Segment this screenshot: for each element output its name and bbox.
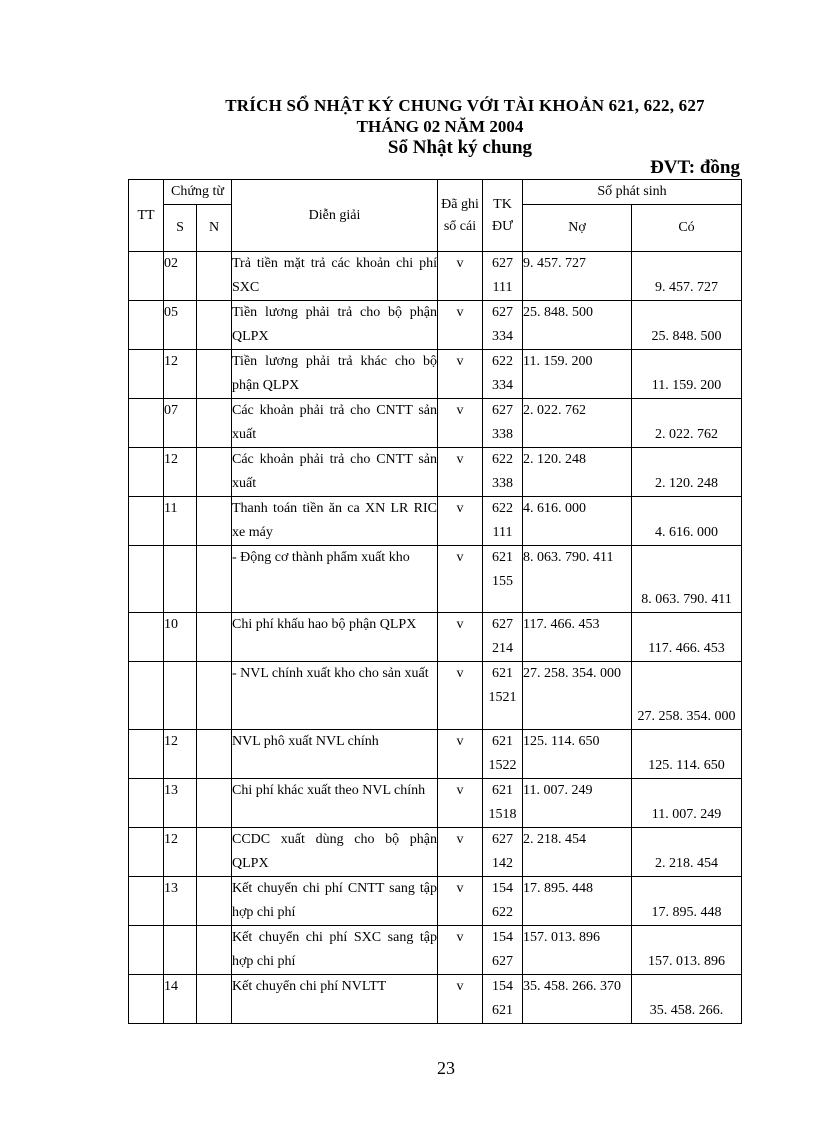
row-no-amount: 27. 258. 354. 000: [523, 662, 632, 730]
row-da-ghi: v: [438, 448, 483, 497]
row-co-amount: 117. 466. 453: [632, 613, 742, 662]
tk-debit-account: 154: [492, 881, 513, 896]
row-chung-tu-s: 14: [164, 975, 197, 1024]
row-tt: [129, 926, 164, 975]
row-da-ghi: v: [438, 350, 483, 399]
row-co-amount: 11. 159. 200: [632, 350, 742, 399]
row-da-ghi: v: [438, 877, 483, 926]
row-tk-du: [483, 399, 523, 448]
row-da-ghi: v: [438, 613, 483, 662]
tk-credit-account: 621: [492, 1003, 513, 1018]
header-no: Nợ: [523, 205, 632, 252]
row-chung-tu-n: [197, 730, 232, 779]
row-co-amount: 9. 457. 727: [632, 252, 742, 301]
row-da-ghi: v: [438, 497, 483, 546]
row-co-amount: 8. 063. 790. 411: [632, 546, 742, 613]
row-chung-tu-s: 05: [164, 301, 197, 350]
row-tt: [129, 301, 164, 350]
row-tt: [129, 613, 164, 662]
row-co-amount: 2. 218. 454: [632, 828, 742, 877]
row-dien-giai: NVL phô xuất NVL chính: [232, 730, 438, 779]
row-tk-du: [483, 730, 523, 779]
header-chung-tu: Chứng từ: [164, 180, 232, 205]
row-tk-du: [483, 877, 523, 926]
table-row: [129, 779, 742, 828]
row-chung-tu-n: [197, 828, 232, 877]
table-row: [129, 301, 742, 350]
row-dien-giai: Tiền lương phải trả cho bộ phận QLPX: [232, 301, 438, 350]
row-tt: [129, 877, 164, 926]
tk-credit-account: 334: [492, 378, 513, 393]
header-s: S: [164, 205, 197, 252]
row-chung-tu-n: [197, 877, 232, 926]
row-da-ghi: v: [438, 828, 483, 877]
tk-credit-account: 627: [492, 954, 513, 969]
row-co-amount: 25. 848. 500: [632, 301, 742, 350]
row-dien-giai: Thanh toán tiền ăn ca XN LR RIC xe máy: [232, 497, 438, 546]
row-chung-tu-n: [197, 301, 232, 350]
row-no-amount: 2. 120. 248: [523, 448, 632, 497]
table-row: [129, 497, 742, 546]
row-chung-tu-s: [164, 546, 197, 613]
tk-credit-account: 622: [492, 905, 513, 920]
row-dien-giai: Chi phí khấu hao bộ phận QLPX: [232, 613, 438, 662]
row-no-amount: 8. 063. 790. 411: [523, 546, 632, 613]
tk-debit-account: 621: [492, 783, 513, 798]
row-tt: [129, 975, 164, 1024]
row-tt: [129, 662, 164, 730]
row-no-amount: 2. 022. 762: [523, 399, 632, 448]
row-tk-du: [483, 613, 523, 662]
tk-debit-account: 621: [492, 550, 513, 565]
row-da-ghi: v: [438, 779, 483, 828]
table-row: [129, 877, 742, 926]
ledger-name: Sổ Nhật ký chung: [387, 137, 533, 158]
row-chung-tu-s: 10: [164, 613, 197, 662]
row-chung-tu-s: 13: [164, 779, 197, 828]
row-co-amount: 11. 007. 249: [632, 779, 742, 828]
row-no-amount: 157. 013. 896: [523, 926, 632, 975]
header-tk-du: TK ĐƯ: [483, 180, 523, 252]
row-no-amount: 25. 848. 500: [523, 301, 632, 350]
header-da-ghi: Đã ghi sổ cái: [438, 180, 483, 252]
row-tt: [129, 448, 164, 497]
tk-credit-account: 111: [492, 280, 513, 295]
tk-debit-account: 627: [492, 403, 513, 418]
row-dien-giai: Kết chuyển chi phí CNTT sang tập hợp chi phí: [232, 877, 438, 926]
row-no-amount: 125. 114. 650: [523, 730, 632, 779]
table-row: [129, 350, 742, 399]
row-dien-giai: Trả tiền mặt trả các khoản chi phí SXC: [232, 252, 438, 301]
row-co-amount: 27. 258. 354. 000: [632, 662, 742, 730]
table-row: [129, 399, 742, 448]
header-so-phat-sinh: Số phát sinh: [523, 180, 742, 205]
row-chung-tu-n: [197, 399, 232, 448]
tk-debit-account: 627: [492, 617, 513, 632]
row-tt: [129, 828, 164, 877]
tk-credit-account: 1518: [488, 807, 517, 822]
row-no-amount: 11. 159. 200: [523, 350, 632, 399]
row-tk-du: [483, 252, 523, 301]
row-tk-du: [483, 779, 523, 828]
row-tk-du: [483, 828, 523, 877]
row-chung-tu-s: 12: [164, 350, 197, 399]
row-chung-tu-n: [197, 546, 232, 613]
row-chung-tu-s: [164, 926, 197, 975]
row-co-amount: 157. 013. 896: [632, 926, 742, 975]
tk-debit-account: 627: [492, 256, 513, 271]
row-da-ghi: v: [438, 730, 483, 779]
tk-credit-account: 111: [492, 525, 513, 540]
tk-credit-account: 155: [492, 574, 513, 589]
table-row: [129, 613, 742, 662]
row-no-amount: 2. 218. 454: [523, 828, 632, 877]
row-tk-du: [483, 448, 523, 497]
row-tt: [129, 252, 164, 301]
tk-debit-account: 622: [492, 354, 513, 369]
row-da-ghi: v: [438, 975, 483, 1024]
row-chung-tu-s: 02: [164, 252, 197, 301]
row-chung-tu-s: 12: [164, 448, 197, 497]
row-chung-tu-n: [197, 779, 232, 828]
row-tk-du: [483, 301, 523, 350]
page-number: 23: [437, 1058, 455, 1078]
table-row: [129, 975, 742, 1024]
tk-debit-account: 621: [492, 734, 513, 749]
row-co-amount: 2. 120. 248: [632, 448, 742, 497]
tk-debit-account: 627: [492, 305, 513, 320]
tk-credit-account: 1521: [488, 690, 517, 705]
document-title: TRÍCH SỔ NHẬT KÝ CHUNG VỚI TÀI KHOẢN 621, 622, 627: [225, 96, 705, 115]
table-row: [129, 448, 742, 497]
row-chung-tu-n: [197, 975, 232, 1024]
table-row: [129, 252, 742, 301]
row-da-ghi: v: [438, 926, 483, 975]
row-chung-tu-n: [197, 497, 232, 546]
row-co-amount: 125. 114. 650: [632, 730, 742, 779]
tk-debit-account: 154: [492, 979, 513, 994]
currency-unit: ĐVT: đồng: [650, 157, 740, 178]
row-tt: [129, 497, 164, 546]
table-row: [129, 926, 742, 975]
row-co-amount: 17. 895. 448: [632, 877, 742, 926]
tk-debit-account: 622: [492, 452, 513, 467]
row-chung-tu-s: 12: [164, 730, 197, 779]
tk-credit-account: 142: [492, 856, 513, 871]
row-da-ghi: v: [438, 546, 483, 613]
row-chung-tu-s: 11: [164, 497, 197, 546]
tk-credit-account: 338: [492, 427, 513, 442]
row-chung-tu-s: 13: [164, 877, 197, 926]
row-tk-du: [483, 975, 523, 1024]
row-da-ghi: v: [438, 399, 483, 448]
row-dien-giai: Các khoản phải trả cho CNTT sản xuất: [232, 448, 438, 497]
row-chung-tu-s: 07: [164, 399, 197, 448]
tk-debit-account: 621: [492, 666, 513, 681]
row-no-amount: 4. 616. 000: [523, 497, 632, 546]
row-no-amount: 9. 457. 727: [523, 252, 632, 301]
row-tt: [129, 779, 164, 828]
row-tt: [129, 350, 164, 399]
row-chung-tu-s: [164, 662, 197, 730]
row-dien-giai: Kết chuyển chi phí SXC sang tập hợp chi phí: [232, 926, 438, 975]
row-no-amount: 35. 458. 266. 370: [523, 975, 632, 1024]
document-period: THÁNG 02 NĂM 2004: [356, 117, 524, 136]
row-tk-du: [483, 926, 523, 975]
row-dien-giai: - Động cơ thành phẩm xuất kho: [232, 546, 438, 613]
row-da-ghi: v: [438, 662, 483, 730]
row-chung-tu-n: [197, 662, 232, 730]
row-tt: [129, 399, 164, 448]
row-tk-du: [483, 350, 523, 399]
row-no-amount: 11. 007. 249: [523, 779, 632, 828]
table-row: [129, 828, 742, 877]
tk-debit-account: 154: [492, 930, 513, 945]
row-da-ghi: v: [438, 252, 483, 301]
row-tt: [129, 546, 164, 613]
row-no-amount: 117. 466. 453: [523, 613, 632, 662]
row-chung-tu-n: [197, 613, 232, 662]
row-tt: [129, 730, 164, 779]
tk-debit-account: 622: [492, 501, 513, 516]
row-co-amount: 2. 022. 762: [632, 399, 742, 448]
row-chung-tu-s: 12: [164, 828, 197, 877]
row-dien-giai: Tiền lương phải trả khác cho bộ phận QLPX: [232, 350, 438, 399]
row-dien-giai: CCDC xuất dùng cho bộ phận QLPX: [232, 828, 438, 877]
journal-table: [128, 179, 742, 1024]
header-dien-giai: Diễn giải: [232, 180, 438, 252]
header-tt: TT: [129, 180, 164, 252]
row-tk-du: [483, 546, 523, 613]
tk-credit-account: 214: [492, 641, 513, 656]
row-chung-tu-n: [197, 350, 232, 399]
row-chung-tu-n: [197, 926, 232, 975]
table-row: [129, 662, 742, 730]
row-dien-giai: - NVL chính xuất kho cho sản xuất: [232, 662, 438, 730]
table-row: [129, 730, 742, 779]
row-dien-giai: Kết chuyển chi phí NVLTT: [232, 975, 438, 1024]
row-dien-giai: Chi phí khác xuất theo NVL chính: [232, 779, 438, 828]
row-dien-giai: Các khoản phải trả cho CNTT sản xuất: [232, 399, 438, 448]
tk-debit-account: 627: [492, 832, 513, 847]
header-n: N: [197, 205, 232, 252]
row-tk-du: [483, 497, 523, 546]
table-header: [129, 180, 742, 252]
table-body: [129, 252, 742, 1024]
row-co-amount: 4. 616. 000: [632, 497, 742, 546]
row-tk-du: [483, 662, 523, 730]
row-da-ghi: v: [438, 301, 483, 350]
row-chung-tu-n: [197, 252, 232, 301]
tk-credit-account: 334: [492, 329, 513, 344]
header-co: Có: [632, 205, 742, 252]
tk-credit-account: 1522: [488, 758, 517, 773]
tk-credit-account: 338: [492, 476, 513, 491]
table-row: [129, 546, 742, 613]
row-co-amount: 35. 458. 266.: [632, 975, 742, 1024]
row-chung-tu-n: [197, 448, 232, 497]
row-no-amount: 17. 895. 448: [523, 877, 632, 926]
